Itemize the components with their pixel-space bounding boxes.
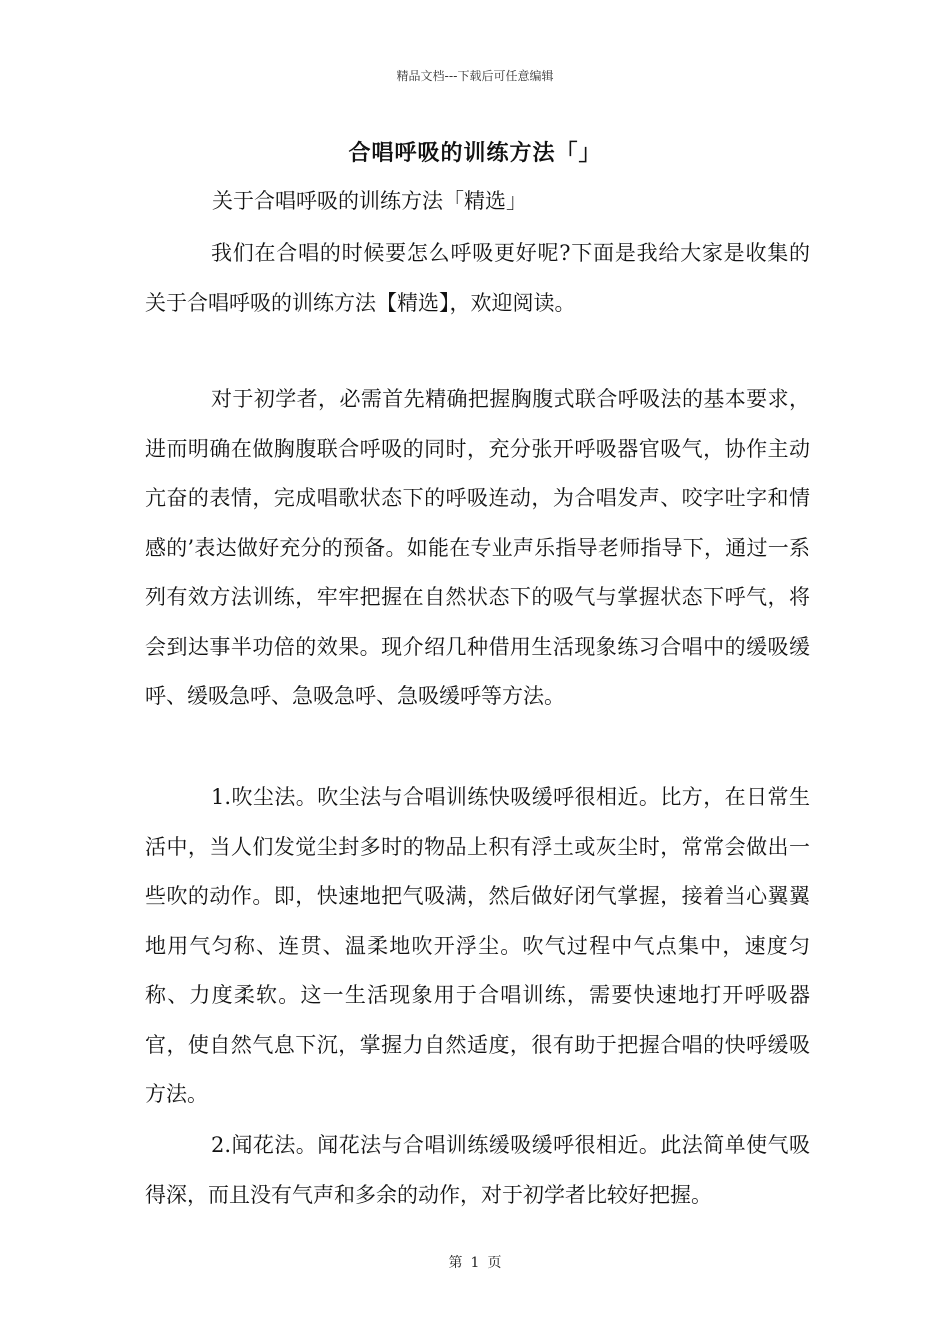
document-subtitle: 关于合唱呼吸的训练方法「精选」 — [212, 189, 527, 213]
footer-suffix: 页 — [487, 1255, 502, 1271]
document-title: 合唱呼吸的训练方法「」 — [348, 141, 602, 166]
footer-prefix: 第 — [448, 1255, 463, 1271]
header-note: 精品文档---下载后可任意编辑 — [396, 69, 554, 83]
paragraph-method-blow-dust: 1.吹尘法。吹尘法与合唱训练快吸缓呼很相近。比方，在日常生活中，当人们发觉尘封多时的物品上积有浮土或灰尘时，常常会做出一些吹的动作。即，快速地把气吸满，然后做好闭气掌握，接着当心翼翼地用气匀称、连贯、温柔地吹开浮尘。吹气过程中气点集中，速度匀称、力度柔软。这一生活现象用于合唱训练，需要快速地打开呼吸器官，使自然气息下沉，掌握力自然适度，很有助于把握合唱的快呼缓吸方法。 — [145, 785, 810, 1106]
page-footer — [0, 1252, 950, 1272]
paragraph-method-smell-flower: 2.闻花法。闻花法与合唱训练缓吸缓呼很相近。此法简单使气吸得深，而且没有气声和多余的动作，对于初学者比较好把握。 — [145, 1133, 810, 1207]
paragraph-beginner-guidance: 对于初学者，必需首先精确把握胸腹式联合呼吸法的基本要求，进而明确在做胸腹联合呼吸的同时，充分张开呼吸器官吸气，协作主动亢奋的表情，完成唱歌状态下的呼吸连动，为合唱发声、咬字吐字和情感的’表达做好充分的预备。如能在专业声乐指导老师指导下，通过一系列有效方法训练，牢牢把握在自然状态下的吸气与掌握状态下呼气，将会到达事半功倍的效果。现介绍几种借用生活现象练习合唱中的缓吸缓呼、缓吸急呼、急吸急呼、急吸缓呼等方法。 — [145, 387, 810, 708]
page-number: 1 — [470, 1255, 480, 1271]
paragraph-intro: 我们在合唱的时候要怎么呼吸更好呢?下面是我给大家是收集的关于合唱呼吸的训练方法【精选】，欢迎阅读。 — [145, 241, 810, 315]
